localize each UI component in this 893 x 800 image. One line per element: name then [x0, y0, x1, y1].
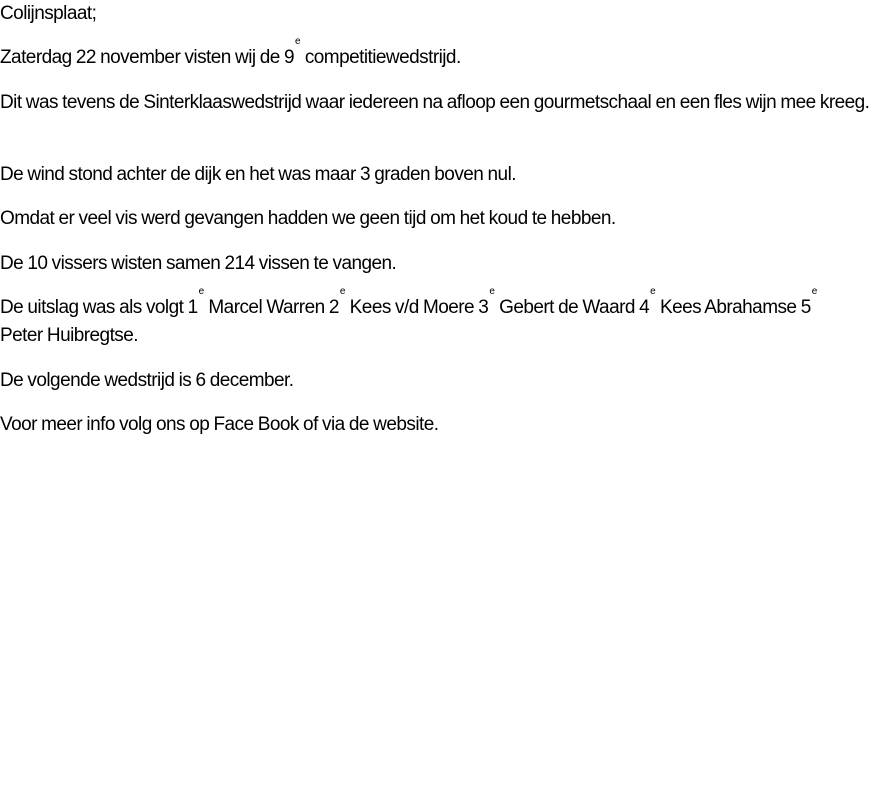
result-rank: 3	[478, 297, 489, 318]
result-name: Kees Abrahamse	[655, 297, 801, 318]
result-rank: 1	[187, 297, 198, 318]
paragraph-date	[0, 36, 461, 72]
result-rank: 4	[639, 297, 650, 318]
results-intro: De uitslag was als volgt	[0, 297, 188, 318]
result-rank: 2	[328, 297, 339, 318]
paragraph-catch: Omdat er veel vis werd gevangen hadden we geen tijd om het koud te hebben.	[0, 208, 616, 229]
paragraph-date-text-end: competitiewedstrijd.	[300, 47, 461, 68]
paragraph-results	[0, 286, 840, 350]
result-name: Peter Huibregtse.	[0, 325, 139, 346]
paragraph-weather: De wind stond achter de dijk en het was maar 3 graden boven nul.	[0, 164, 516, 185]
ordinal-suffix: e	[295, 36, 301, 47]
ordinal-suffix: e	[811, 286, 818, 297]
paragraph-next-match: De volgende wedstrijd is 6 december.	[0, 370, 294, 391]
paragraph-more-info: Voor meer info volg ons op Face Book of via de website.	[0, 414, 439, 435]
ordinal-suffix: e	[339, 286, 346, 297]
location-heading: Colijnsplaat;	[0, 3, 97, 24]
result-rank: 5	[800, 297, 811, 318]
paragraph-date-text: Zaterdag 22 november visten wij de 9	[0, 47, 295, 68]
ordinal-suffix: e	[489, 286, 495, 297]
paragraph-sinterklaas: Dit was tevens de Sinterklaaswedstrijd waar iedereen na afloop een gourmetschaal en een fles wijn mee kreeg.	[0, 92, 870, 113]
ordinal-suffix: e	[198, 286, 205, 297]
result-name: Kees v/d Moere	[345, 297, 479, 318]
ordinal-suffix: e	[650, 286, 656, 297]
result-name: Gebert de Waard	[494, 297, 640, 318]
result-name: Marcel Warren	[204, 297, 329, 318]
paragraph-total: De 10 vissers wisten samen 214 vissen te vangen.	[0, 253, 397, 274]
